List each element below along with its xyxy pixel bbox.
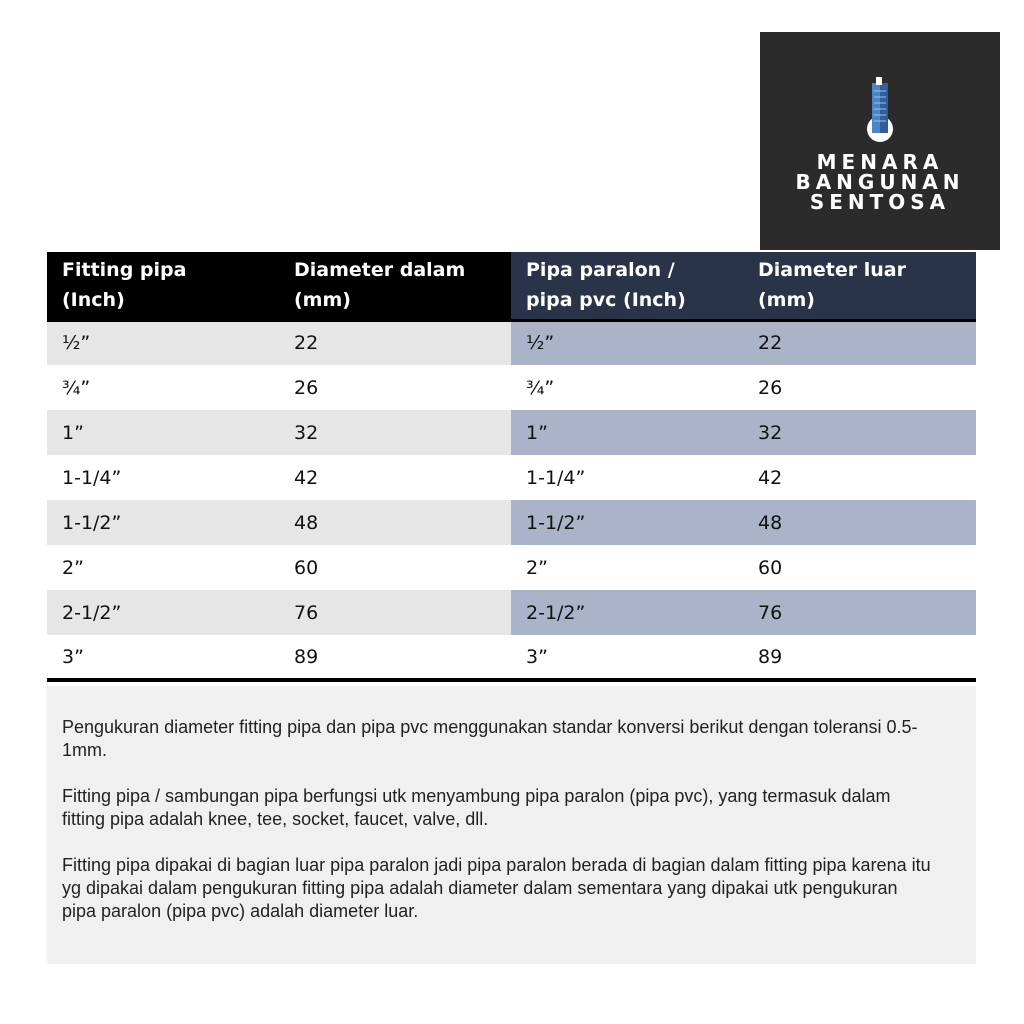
table-row xyxy=(47,455,976,500)
cell-pvc-inch: 1-1/4” xyxy=(511,455,743,500)
brand-logo xyxy=(760,32,1000,250)
cell-inner-mm: 42 xyxy=(279,455,511,500)
cell-outer-mm: 22 xyxy=(743,320,976,365)
table-row xyxy=(47,410,976,455)
notes-panel xyxy=(47,686,976,964)
cell-pvc-inch: ¾” xyxy=(511,365,743,410)
note-paragraph: Pengukuran diameter fitting pipa dan pipa pvc menggunakan standar konversi berikut dengan toleransi 0.5-1mm. xyxy=(62,717,918,760)
header-inner-diameter: Diameter dalam (mm) xyxy=(279,252,511,320)
cell-fitting-inch: 2” xyxy=(47,545,279,590)
cell-outer-mm: 60 xyxy=(743,545,976,590)
logo-line: MENARA xyxy=(816,150,944,174)
cell-pvc-inch: 2” xyxy=(511,545,743,590)
table-header-row xyxy=(47,252,976,320)
cell-pvc-inch: 1” xyxy=(511,410,743,455)
cell-pvc-inch: 3” xyxy=(511,635,743,680)
cell-fitting-inch: 1-1/2” xyxy=(47,500,279,545)
cell-inner-mm: 32 xyxy=(279,410,511,455)
cell-pvc-inch: 1-1/2” xyxy=(511,500,743,545)
table-row xyxy=(47,320,976,365)
building-icon xyxy=(863,77,897,145)
cell-fitting-inch: 3” xyxy=(47,635,279,680)
header-fitting-inch: Fitting pipa (Inch) xyxy=(47,252,279,320)
cell-inner-mm: 89 xyxy=(279,635,511,680)
header-pvc-inch: Pipa paralon / pipa pvc (Inch) xyxy=(511,252,743,320)
note-paragraph: Fitting pipa dipakai di bagian luar pipa paralon jadi pipa paralon berada di bagian dalam fitting pipa karena itu yg dipakai dalam pengukuran fitting pipa adalah diameter dalam sementara yang dipakai utk pengukuran pipa paralon (pipa pvc) adalah diameter luar. xyxy=(62,855,931,921)
cell-inner-mm: 26 xyxy=(279,365,511,410)
table-row xyxy=(47,545,976,590)
cell-fitting-inch: ½” xyxy=(47,320,279,365)
cell-inner-mm: 22 xyxy=(279,320,511,365)
cell-inner-mm: 60 xyxy=(279,545,511,590)
table-row xyxy=(47,365,976,410)
cell-outer-mm: 26 xyxy=(743,365,976,410)
header-outer-diameter: Diameter luar (mm) xyxy=(743,252,976,320)
pipe-size-table xyxy=(47,252,976,682)
note-paragraph: Fitting pipa / sambungan pipa berfungsi utk menyambung pipa paralon (pipa pvc), yang termasuk dalam fitting pipa adalah knee, tee, socket, faucet, valve, dll. xyxy=(62,786,891,829)
logo-wordmark xyxy=(760,152,1000,212)
cell-fitting-inch: 1” xyxy=(47,410,279,455)
cell-pvc-inch: 2-1/2” xyxy=(511,590,743,635)
table-row xyxy=(47,590,976,635)
cell-outer-mm: 76 xyxy=(743,590,976,635)
logo-line: BANGUNAN xyxy=(795,170,965,194)
cell-inner-mm: 48 xyxy=(279,500,511,545)
logo-line: SENTOSA xyxy=(809,190,951,214)
cell-inner-mm: 76 xyxy=(279,590,511,635)
cell-outer-mm: 89 xyxy=(743,635,976,680)
cell-outer-mm: 48 xyxy=(743,500,976,545)
cell-fitting-inch: ¾” xyxy=(47,365,279,410)
cell-fitting-inch: 2-1/2” xyxy=(47,590,279,635)
cell-fitting-inch: 1-1/4” xyxy=(47,455,279,500)
cell-outer-mm: 32 xyxy=(743,410,976,455)
cell-outer-mm: 42 xyxy=(743,455,976,500)
table-row xyxy=(47,635,976,680)
cell-pvc-inch: ½” xyxy=(511,320,743,365)
table-row xyxy=(47,500,976,545)
